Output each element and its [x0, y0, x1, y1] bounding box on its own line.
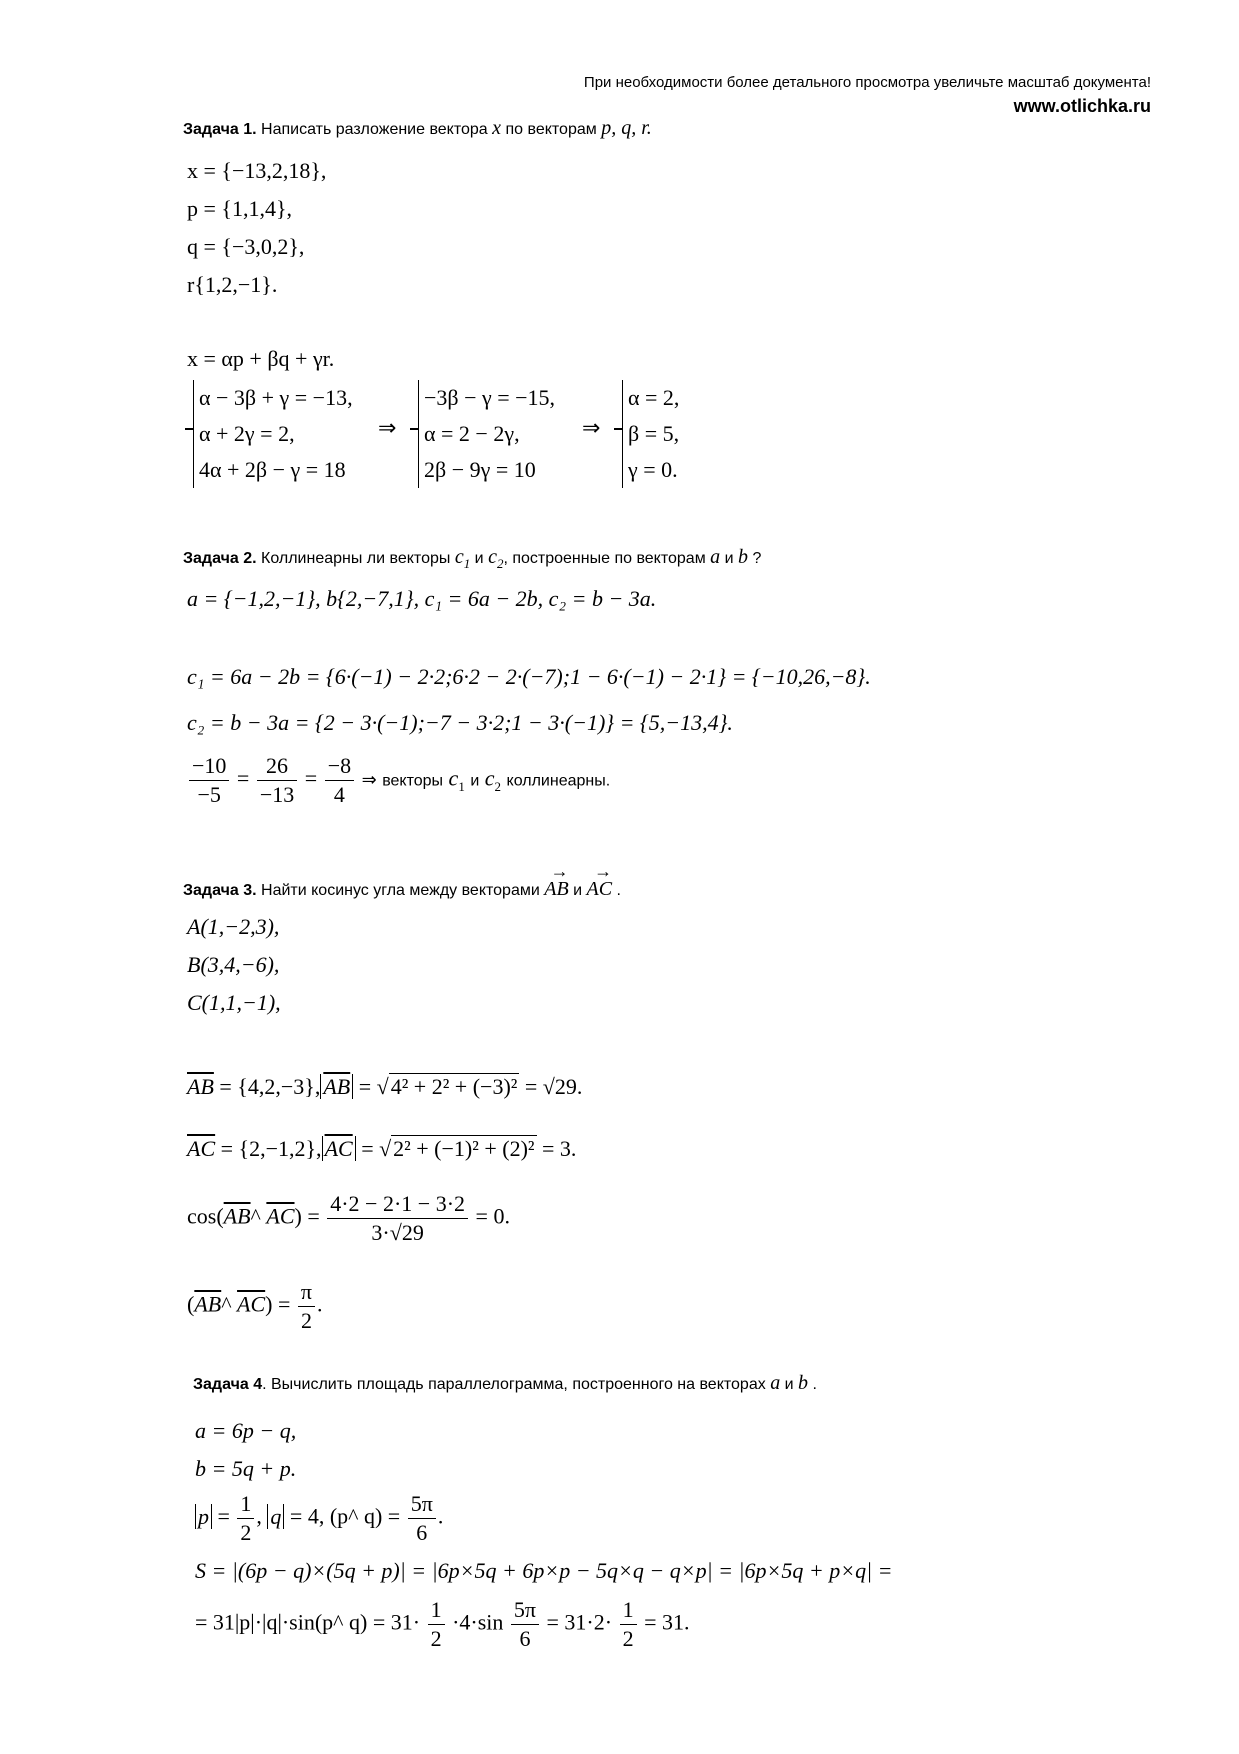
task3-point-c: C(1,1,−1),: [187, 990, 281, 1015]
task2-given: a = {−1,2,−1}, b{2,−7,1}, c₁ = 6a − 2b, c₂ = b − 3a.: [187, 586, 657, 611]
task3-cos-line: $\cos(\overline{AB}\^{}$ $\overline{AC}$) = $\frac{4\cdot 2 - 2\cdot 1 - 3\cdot 2}{3\cdot√29}$ = 0.: [187, 1191, 510, 1245]
system2-eq1: −3β − γ = −15,: [424, 385, 556, 410]
task4-a-line: a = 6p − q,: [195, 1418, 297, 1443]
task1-heading: [183, 117, 652, 140]
ratio-frac-3: $\frac{-8}{4}$: [325, 752, 354, 809]
task4-final-line: = 31|p|·|q|·sin(p^ q) = 31· $\frac{1}{2}$ ·4·sin $\frac{5\pi}{6}$ = 31·2· $\frac{1}{2}$ = 31.: [195, 1597, 690, 1651]
task2-title: Задача 2.: [183, 550, 257, 567]
header-site-link[interactable]: www.otlichka.ru: [1013, 96, 1151, 116]
system3-eq2: β = 5,: [628, 421, 680, 446]
task1-decomposition: x = αp + βq + γr.: [187, 346, 335, 371]
task1-vars: p, q, r.: [601, 117, 652, 139]
task4-norms-line: p = $\frac{1}{2}$ , q = 4, (p^ q) = $\frac{5\pi}{6}$ .: [195, 1490, 443, 1547]
task4-area-line: S = |(6p − q)×(5q + p)| = |6p×5q + 6p×p − 5q×q − q×p| = |6p×5q + p×q| =: [195, 1558, 893, 1583]
task4-title: Задача 4: [193, 1376, 263, 1393]
task2-ratio: $\frac{-10}{-5}$ = $\frac{26}{-13}$ = $\frac{-8}{4}$ ⇒ векторы $c_1$ и $c_2$ коллинеарны.: [187, 752, 610, 809]
task3-angle-line: ($\overline{AB}\^{}$ $\overline{AC}$) = $\frac{\pi}{2}$ .: [187, 1279, 323, 1333]
task2-conclusion-2: коллинеарны.: [506, 772, 611, 790]
task2-b: b: [738, 546, 748, 568]
task3-ab-line: $\overline{AB} = \{4,2,-3\}$, $\overline{AB} = √4^2 + 2^2 + (-3)^2 = √29$.: [187, 1074, 583, 1099]
task2-a: a: [710, 546, 721, 568]
system1-eq2: α + 2γ = 2,: [199, 421, 295, 446]
task3-text: Найти косинус угла между векторами: [261, 882, 540, 899]
task2-text: Коллинеарны ли векторы: [261, 550, 451, 567]
task4-text: . Вычислить площадь параллелограмма, построенного на векторах: [262, 1376, 766, 1393]
system3-eq3: γ = 0.: [628, 457, 678, 482]
task4-b-line: b = 5q + p.: [195, 1456, 297, 1481]
task3-point-b: B(3,4,−6),: [187, 952, 280, 977]
task1-system-1: [193, 380, 353, 488]
implies-arrow-1: ⇒: [378, 416, 397, 441]
ratio-frac-2: $\frac{26}{-13}$: [257, 752, 297, 809]
task3-point-a: A(1,−2,3),: [187, 914, 280, 939]
task2-and: и: [474, 550, 484, 567]
task1-var: x: [492, 117, 502, 139]
system1-eq3: 4α + 2β − γ = 18: [199, 457, 346, 482]
task1-line-r: r{1,2,−1}.: [187, 272, 278, 297]
task1-title: Задача 1.: [183, 121, 257, 138]
system3-eq1: α = 2,: [628, 385, 680, 410]
task3-title: Задача 3.: [183, 882, 257, 899]
task3-ac-line: $\overline{AC} = \{2,-1,2\}$, $\overline{AC} = √2^2 + (-1)^2 + (2)^2 = 3$.: [187, 1136, 577, 1161]
task1-line-q: q = {−3,0,2},: [187, 234, 305, 259]
task2-text2: , построенные по векторам: [503, 550, 706, 567]
task2-c1-computation: c₁ = 6a − 2b = {6·(−1) − 2·2;6·2 − 2·(−7);1 − 6·(−1) − 2·1} = {−10,26,−8}.: [187, 664, 871, 689]
header-note: При необходимости более детального просмотра увеличьте масштаб документа!: [583, 74, 1151, 91]
implies-arrow-2: ⇒: [582, 416, 601, 441]
vector-ac: AC →: [587, 878, 613, 901]
ratio-frac-1: $\frac{-10}{-5}$: [189, 752, 229, 809]
task2-c2-computation: c₂ = b − 3a = {2 − 3·(−1);−7 − 3·2;1 − 3·(−1)} = {5,−13,4}.: [187, 710, 733, 735]
task2-c2: $c_2$: [488, 546, 504, 571]
system1-eq1: α − 3β + γ = −13,: [199, 385, 353, 410]
task1-text: Написать разложение вектора: [261, 121, 488, 138]
task4-heading: Задача 4. Вычислить площадь параллелограмма, построенного на векторах a и b .: [193, 1372, 817, 1394]
task2-c1: $c_1$: [454, 546, 471, 571]
task2-and-2: и: [724, 550, 734, 567]
system2-eq2: α = 2 − 2γ,: [424, 421, 520, 446]
task1-system-3: [622, 380, 679, 488]
task3-heading: Задача 3. Найти косинус угла между векторами AB → и AC → .: [183, 878, 621, 901]
task1-line-x: x = {−13,2,18},: [187, 158, 327, 183]
system2-eq3: 2β − 9γ = 10: [424, 457, 536, 482]
task2-heading: [183, 546, 761, 572]
task1-system-2: [418, 380, 555, 488]
task1-line-p: p = {1,1,4},: [187, 196, 293, 221]
vector-ab: AB →: [544, 878, 568, 901]
task2-question: ?: [752, 550, 762, 567]
task2-conclusion: векторы: [382, 772, 444, 790]
task1-text2: по векторам: [505, 121, 597, 138]
